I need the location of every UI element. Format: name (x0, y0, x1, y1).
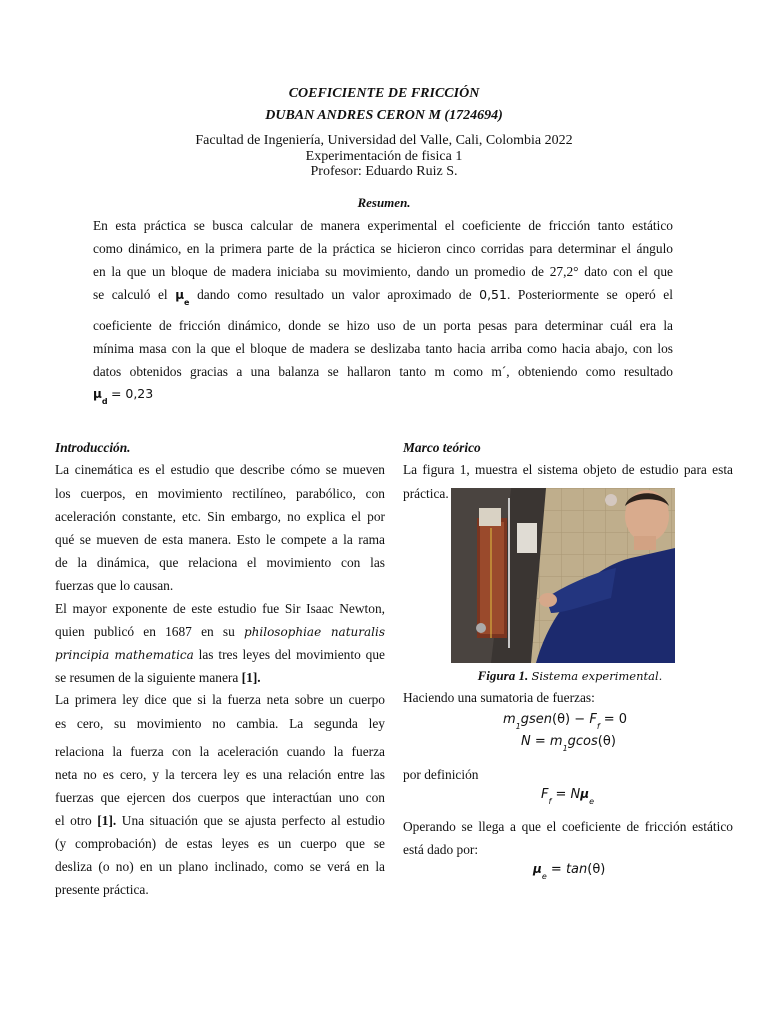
affiliation: Facultad de Ingeniería, Universidad del Valle, Cali, Colombia 2022 (195, 133, 573, 148)
intro-line: los cuerpos, en movimiento rectilíneo, parabólico, con (55, 486, 385, 501)
theory-heading: Marco teórico (403, 440, 481, 455)
mu-e-symbol: $\mu_e$ (175, 288, 190, 307)
intro-line: es cero, su movimiento no cambia. La segunda ley (55, 716, 385, 731)
citation: [1]. (241, 670, 261, 685)
intro-line: de la dinámica, que relaciona el movimiento con las (55, 555, 385, 570)
figure-caption-text: Sistema experimental. (531, 669, 663, 683)
intro-line: qué se mueven de esta manera. Esto le compete a la rama (55, 532, 385, 547)
abstract-heading: Resumen. (357, 195, 411, 210)
intro-heading: Introducción. (55, 440, 131, 455)
experimental-setup-photo (451, 488, 675, 663)
equation-normal: $N = m_1gcos(\theta)$ (521, 734, 616, 753)
intro-line: La cinemática es el estudio que describe cómo se mueven (55, 462, 385, 477)
theory-line: La figura 1, muestra el sistema objeto de estudio para esta (403, 462, 733, 477)
theory-line: Haciendo una sumatoria de fuerzas: (403, 690, 595, 705)
intro-line: (y comprobación) de estas leyes es un cuerpo que se (55, 836, 385, 851)
abstract-line: datos obtenidos gracias a una balanza se hallaron tanto m como m´, obteniendo como resultado (93, 364, 673, 379)
intro-line: fuerzas que lo causan. (55, 578, 174, 593)
theory-line: práctica. (403, 486, 449, 501)
photo-illustration (451, 488, 675, 663)
professor: Profesor: Eduardo Ruiz S. (310, 164, 458, 179)
intro-line: desliza (o no) en un plano inclinado, como se verá en la (55, 859, 385, 874)
intro-line: principia mathematica las tres leyes del movimiento que (55, 647, 385, 662)
abstract-line (93, 386, 673, 406)
intro-line: neta no es cero, y la tercera ley es una relación entre las (55, 767, 385, 782)
equation-mu-static: $\mu_e = \tan(\theta)$ (533, 862, 606, 881)
mu-e-value: 0,51 (479, 287, 507, 302)
mu-d-value: = 0,23 (110, 386, 154, 401)
theory-line: está dado por: (403, 842, 479, 857)
abstract-line: mínima masa con la que el bloque de madera se deslizaba tanto hacia arriba como hacia abajo, con los (93, 341, 673, 356)
equation-force-sum: $m_1gsen(\theta) - F_f = 0$ (503, 712, 628, 731)
equation-friction-def: $F_f = N\mu_e$ (541, 787, 594, 806)
intro-line: La primera ley dice que si la fuerza neta sobre un cuerpo (55, 692, 385, 707)
intro-line: quien publicó en 1687 en su philosophiae naturalis (55, 624, 385, 639)
intro-line: El mayor exponente de este estudio fue Sir Isaac Newton, (55, 601, 385, 616)
figure-caption (403, 668, 737, 684)
intro-line: el otro [1]. Una situación que se ajusta perfecto al estudio (55, 813, 386, 828)
book-title-italic-cont: principia mathematica (55, 648, 194, 662)
intro-line: presente práctica. (55, 882, 149, 897)
intro-line: relaciona la fuerza con la aceleración cuando la fuerza (55, 744, 385, 759)
abstract-line: en la que un bloque de madera iniciaba su movimiento, dando un promedio de 27,2° dato con el que (93, 264, 673, 279)
mu-d-symbol: $\mu_d$ (93, 387, 108, 406)
author: DUBAN ANDRES CERON M (1724694) (265, 108, 503, 123)
theory-line: por definición (403, 767, 479, 782)
abstract-line: se calculó el $\mu_e$ dando como resultado un valor aproximado de 0,51. Posteriormente se operó el (93, 287, 673, 307)
course: Experimentación de fisica 1 (305, 149, 463, 164)
citation: [1]. (97, 813, 117, 828)
author-line (0, 108, 768, 124)
paper-title: COEFICIENTE DE FRICCIÓN (288, 86, 480, 101)
book-title-italic: philosophiae naturalis (243, 625, 385, 639)
intro-line: aceleración constante, etc. Sin embargo, no explica el por (55, 509, 385, 524)
figure-label: Figura 1. (477, 668, 529, 683)
abstract-line: como dinámico, en la primera parte de la práctica se hicieron cinco corridas para determinar el ángulo (93, 241, 673, 256)
intro-line: se resumen de la siguiente manera [1]. (55, 670, 261, 685)
theory-line: Operando se llega a que el coeficiente de fricción estático (403, 819, 733, 834)
intro-line: fuerzas que ejercen dos cuerpos que interactúan uno con (55, 790, 385, 805)
abstract-line: coeficiente de fricción dinámico, donde se hizo uso de un porta pesas para determinar cuál era la (93, 318, 673, 333)
abstract-line: En esta práctica se busca calcular de manera experimental el coeficiente de fricción tanto estático (93, 218, 673, 233)
